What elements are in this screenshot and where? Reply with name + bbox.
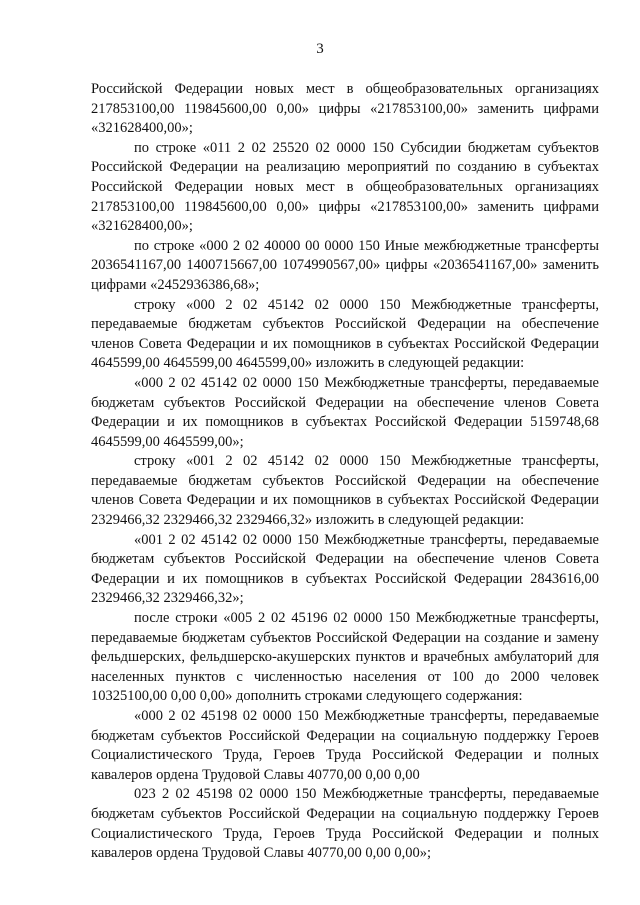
paragraph-6: строку «001 2 02 45142 02 0000 150 Межбюджетные трансферты, передаваемые бюджетам субъектов Российской Федерации на обеспечение членов Совета Федерации и их помощников в субъектах Российской Федерации 2329466,32 2329466,32 2329466,32» изложить в следующей редакции:	[91, 453, 599, 529]
paragraph-5: «000 2 02 45142 02 0000 150 Межбюджетные трансферты, передаваемые бюджетам субъектов Российской Федерации на обеспечение членов Совета Федерации и их помощников в субъектах Российской Федерации 5159748,68 4645599,00 4645599,00»;	[91, 374, 599, 450]
paragraph-2: по строке «011 2 02 25520 02 0000 150 Субсидии бюджетам субъектов Российской Федерации на реализацию мероприятий по созданию в субъектах Российской Федерации новых мест в общеобразовательных организациях 217853100,00 119845600,00 0,00» цифры «217853100,00» заменить цифрами «321628400,00»;	[91, 139, 599, 235]
paragraph-7: «001 2 02 45142 02 0000 150 Межбюджетные трансферты, передаваемые бюджетам субъектов Российской Федерации на обеспечение членов Совета Федерации и их помощников в субъектах Российской Федерации 2843616,00 2329466,32 2329466,32»;	[91, 531, 599, 607]
paragraph-9: «000 2 02 45198 02 0000 150 Межбюджетные трансферты, передаваемые бюджетам субъектов Российской Федерации на социальную поддержку Героев Социалистического Труда, Героев Труда Российской Федерации и полных кавалеров ордена Трудовой Славы 40770,00 0,00 0,00	[91, 708, 599, 783]
paragraph-3: по строке «000 2 02 40000 00 0000 150 Иные межбюджетные трансферты 2036541167,00 1400715667,00 1074990567,00» цифры «2036541167,00» заменить цифрами «2452936386,68»;	[91, 237, 599, 293]
page-number: 3	[316, 41, 324, 57]
paragraph-8: после строки «005 2 02 45196 02 0000 150 Межбюджетные трансферты, передаваемые бюджетам субъектов Российской Федерации на создание и замену фельдшерских, фельдшерско-акушерских пунктов и врачебных амбулаторий для населенных пунктов с численностью населения от 100 до 2000 человек 10325100,00 0,00 0,00» дополнить строками следующего содержания:	[91, 610, 599, 705]
paragraph-4: строку «000 2 02 45142 02 0000 150 Межбюджетные трансферты, передаваемые бюджетам субъектов Российской Федерации на обеспечение членов Совета Федерации и их помощников в субъектах Российской Федерации 4645599,00 4645599,00 4645599,00» изложить в следующей редакции:	[91, 296, 599, 372]
paragraph-10: 023 2 02 45198 02 0000 150 Межбюджетные трансферты, передаваемые бюджетам субъектов Российской Федерации на социальную поддержку Героев Социалистического Труда, Героев Труда Российской Федерации и полных кавалеров ордена Трудовой Славы 40770,00 0,00 0,00»;	[91, 786, 599, 862]
document-body	[91, 80, 599, 864]
paragraph-1: Российской Федерации новых мест в общеобразовательных организациях 217853100,00 119845600,00 0,00» цифры «217853100,00» заменить цифрами «321628400,00»;	[91, 81, 599, 137]
